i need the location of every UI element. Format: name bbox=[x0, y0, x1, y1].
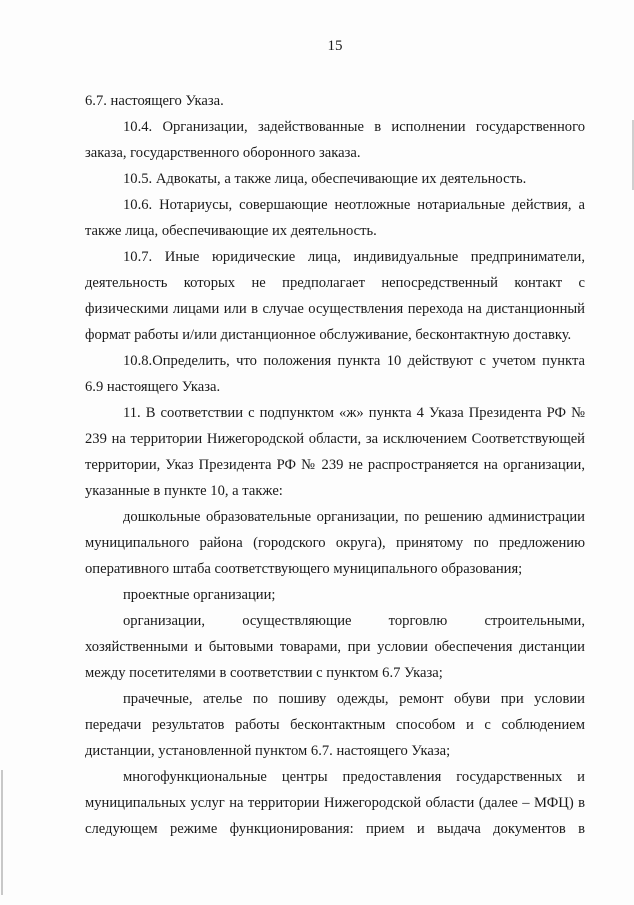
paragraph-10-8: 10.8.Определить, что положения пункта 10 действуют с учетом пункта 6.9 настоящего Указа. bbox=[85, 353, 585, 395]
paragraph-ref-6-7: 6.7. настоящего Указа. bbox=[85, 93, 224, 109]
paragraph-10-6: 10.6. Нотариусы, совершающие неотложные нотариальные действия, а также лица, обеспечивающие их деятельность. bbox=[85, 197, 585, 239]
list-item-trade-orgs: организации, осуществляющие торговлю строительными, хозяйственными и бытовыми товарами, при условии обеспечения дистанции между посетителями в соответствии с пунктом 6.7 Указа; bbox=[85, 613, 585, 681]
page-number: 15 bbox=[327, 38, 343, 54]
paragraph-10-4: 10.4. Организации, задействованные в исполнении государственного заказа, государственного оборонного заказа. bbox=[85, 119, 585, 161]
list-item-design-orgs: проектные организации; bbox=[123, 587, 276, 603]
scan-edge-mark bbox=[1, 770, 3, 895]
list-item-preschool: дошкольные образовательные организации, по решению администрации муниципального района (городского округа), принятому по предложению оперативного штаба соответствующего муниципального образования; bbox=[85, 509, 585, 577]
list-item-mfc: многофункциональные центры предоставления государственных и муниципальных услуг на территории Нижегородской области (далее – МФЦ) в следующем режиме функционирования: прием и выдача документов в bbox=[85, 769, 585, 837]
paragraph-10-5: 10.5. Адвокаты, а также лица, обеспечивающие их деятельность. bbox=[123, 171, 527, 187]
list-item-laundries: прачечные, ателье по пошиву одежды, ремонт обуви при условии передачи результатов работы бесконтактным способом и с соблюдением дистанции, установленной пунктом 6.7. настоящего Указа; bbox=[85, 691, 585, 759]
document-body bbox=[85, 88, 585, 842]
paragraph-11: 11. В соответствии с подпунктом «ж» пункта 4 Указа Президента РФ № 239 на территории Нижегородской области, за исключением Соответствующей территории, Указ Президента РФ № 239 не распространяется на организации, указанные в пункте 10, а также: bbox=[85, 405, 585, 499]
paragraph-10-7: 10.7. Иные юридические лица, индивидуальные предприниматели, деятельность которых не предполагает непосредственный контакт с физическими лицами или в случае осуществления перехода на дистанционный формат работы и/или дистанционное обслуживание, бесконтактную доставку. bbox=[85, 249, 585, 343]
